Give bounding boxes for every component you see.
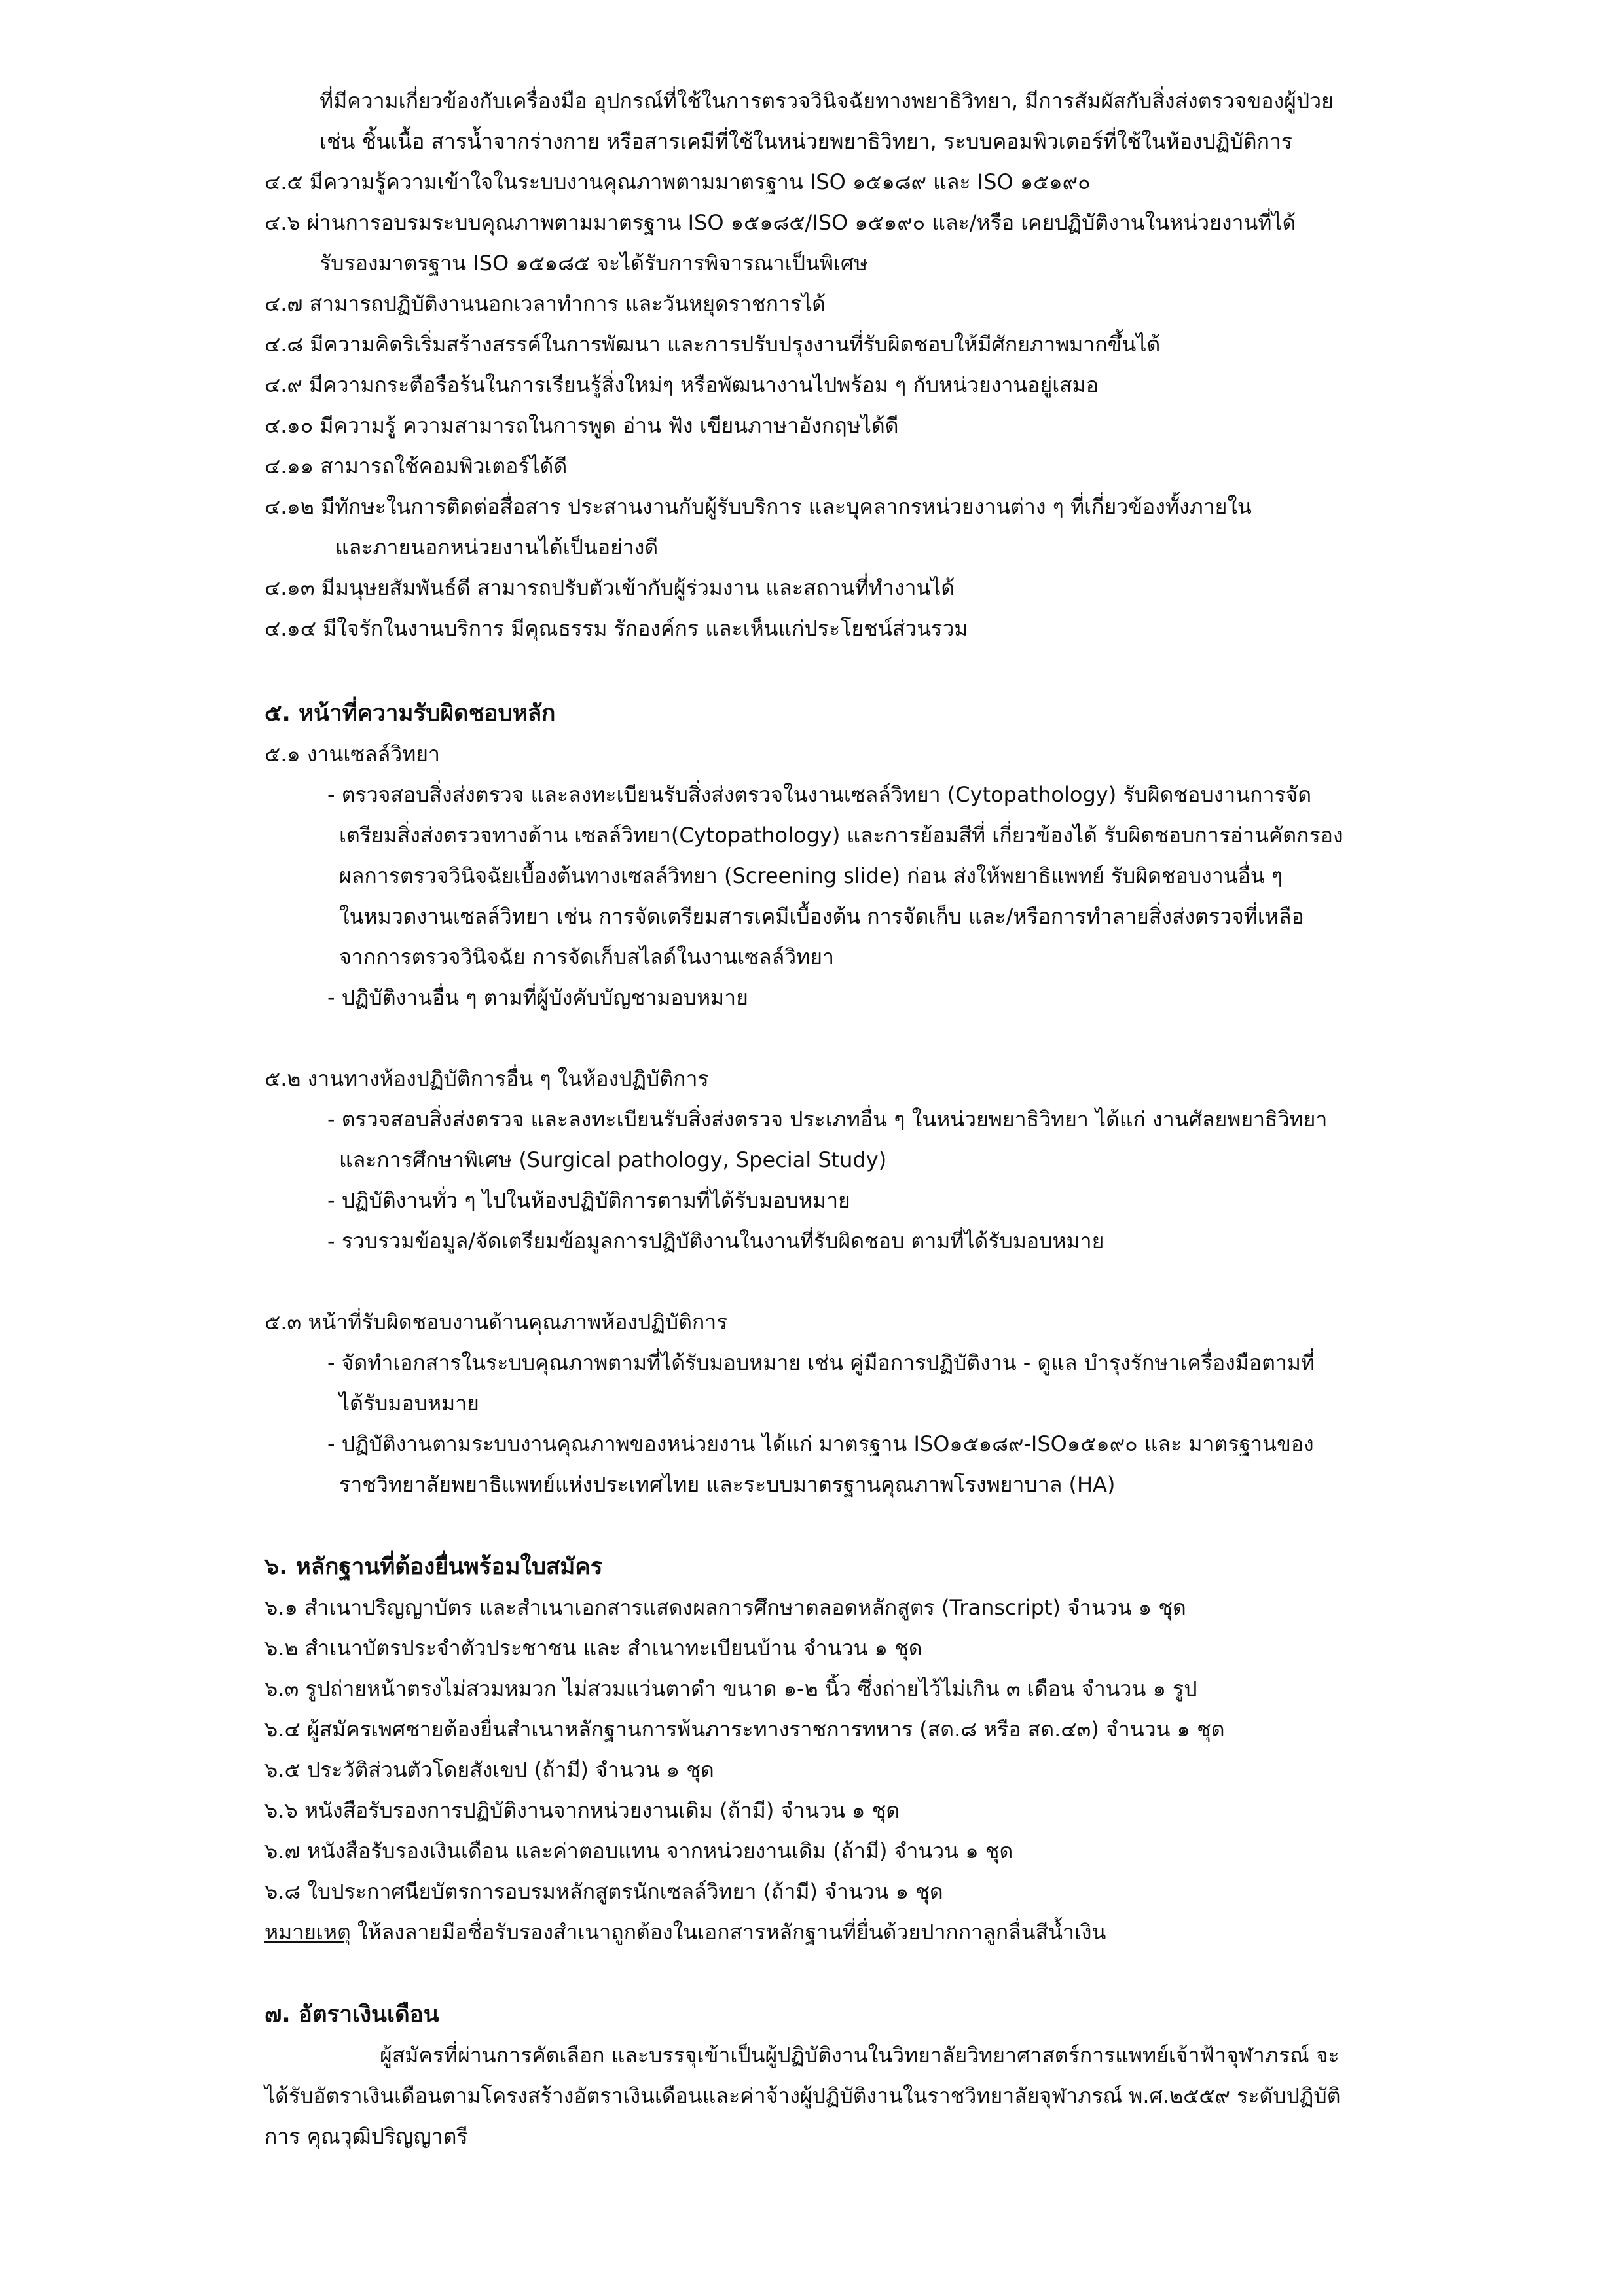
qualification-item-4-12-cont: และภายนอกหน่วยงานได้เป็นอย่างดี <box>335 535 659 560</box>
qualification-item-4-5: ๔.๕ มีความรู้ความเข้าใจในระบบงานคุณภาพตามมาตรฐาน ISO ๑๕๑๘๙ และ ISO ๑๕๑๙๐ <box>264 170 1091 194</box>
qualification-item-4-12: ๔.๑๒ มีทักษะในการติดต่อสื่อสาร ประสานงานกับผู้รับบริการ และบุคลากรหน่วยงานต่าง ๆ ที่เกี่ยวข้องทั้งภายใน <box>264 494 1252 519</box>
section-5-2-line: - ตรวจสอบสิ่งส่งตรวจ และลงทะเบียนรับสิ่งส่งตรวจ ประเภทอื่น ๆ ในหน่วยพยาธิวิทยา ได้แก่ งานศัลยพยาธิวิทยา <box>327 1107 1328 1132</box>
note-line <box>264 1918 1106 1946</box>
qualification-item-4-14: ๔.๑๔ มีใจรักในงานบริการ มีคุณธรรม รักองค์กร และเห็นแก่ประโยชน์ส่วนรวม <box>264 616 968 641</box>
document-item-6-3: ๖.๓ รูปถ่ายหน้าตรงไม่สวมหมวก ไม่สวมแว่นตาดำ ขนาด ๑-๒ นิ้ว ซึ่งถ่ายไว้ไม่เกิน ๓ เดือน จำนวน ๑ รูป <box>264 1676 1197 1701</box>
section-5-3-line: - ปฏิบัติงานตามระบบงานคุณภาพของหน่วยงาน ได้แก่ มาตรฐาน ISO๑๕๑๘๙-ISO๑๕๑๙๐ และ มาตรฐานของ <box>327 1431 1314 1456</box>
section-5-1-title: ๕.๑ งานเซลล์วิทยา <box>264 742 440 766</box>
qualification-item-4-13: ๔.๑๓ มีมนุษยสัมพันธ์ดี สามารถปรับตัวเข้ากับผู้ร่วมงาน และสถานที่ทำงานได้ <box>264 575 955 600</box>
section-5-2-line: - ปฏิบัติงานทั่ว ๆ ไปในห้องปฏิบัติการตามที่ได้รับมอบหมาย <box>327 1188 850 1213</box>
section-5-1-line: ผลการตรวจวินิจฉัยเบื้องต้นทางเซลล์วิทยา (Screening slide) ก่อน ส่งให้พยาธิแพทย์ รับผิดชอบงานอื่น ๆ <box>339 863 1283 888</box>
note-label: หมายเหตุ <box>264 1920 351 1945</box>
section-5-3-line: ได้รับมอบหมาย <box>339 1391 479 1416</box>
note-text: ให้ลงลายมือชื่อรับรองสำเนาถูกต้องในเอกสารหลักฐานที่ยื่นด้วยปากกาลูกลื่นสีน้ำเงิน <box>350 1920 1106 1945</box>
section-5-2-line: และการศึกษาพิเศษ (Surgical pathology, Special Study) <box>339 1147 887 1172</box>
section-5-2-line: - รวบรวมข้อมูล/จัดเตรียมข้อมูลการปฏิบัติงานในงานที่รับผิดชอบ ตามที่ได้รับมอบหมาย <box>327 1229 1104 1253</box>
qualification-item-4-8: ๔.๘ มีความคิดริเริ่มสร้างสรรค์ในการพัฒนา และการปรับปรุงงานที่รับผิดชอบให้มีศักยภาพมากขึ้นได้ <box>264 332 1161 357</box>
qualification-continuation-line: เช่น ชิ้นเนื้อ สารน้ำจากร่างกาย หรือสารเคมีที่ใช้ในหน่วยพยาธิวิทยา, ระบบคอมพิวเตอร์ที่ใช้ในห้องปฏิบัติการ <box>319 129 1293 154</box>
qualification-item-4-11: ๔.๑๑ สามารถใช้คอมพิวเตอร์ได้ดี <box>264 454 568 478</box>
section-5-1-line: จากการตรวจวินิจฉัย การจัดเก็บสไลด์ในงานเซลล์วิทยา <box>339 944 834 969</box>
section-5-3-line: - จัดทำเอกสารในระบบคุณภาพตามที่ได้รับมอบหมาย เช่น คู่มือการปฏิบัติงาน - ดูแล บำรุงรักษาเครื่องมือตามที่ <box>327 1350 1315 1375</box>
section-5-3-line: ราชวิทยาลัยพยาธิแพทย์แห่งประเทศไทย และระบบมาตรฐานคุณภาพโรงพยาบาล (HA) <box>339 1472 1116 1497</box>
section-5-2-title: ๕.๒ งานทางห้องปฏิบัติการอื่น ๆ ในห้องปฏิบัติการ <box>264 1066 709 1091</box>
section-5-heading: ๕. หน้าที่ความรับผิดชอบหลัก <box>264 700 556 726</box>
qualification-item-4-6: ๔.๖ ผ่านการอบรมระบบคุณภาพตามมาตรฐาน ISO ๑๕๑๘๕/ISO ๑๕๑๙๐ และ/หรือ เคยปฏิบัติงานในหน่วยงานที่ได้ <box>264 210 1296 235</box>
section-5-1-line: ในหมวดงานเซลล์วิทยา เช่น การจัดเตรียมสารเคมีเบื้องต้น การจัดเก็บ และ/หรือการทำลายสิ่งส่งตรวจที่เหลือ <box>339 904 1304 929</box>
document-item-6-1: ๖.๑ สำเนาปริญญาบัตร และสำเนาเอกสารแสดงผลการศึกษาตลอดหลักสูตร (Transcript) จำนวน ๑ ชุด <box>264 1595 1186 1620</box>
salary-paragraph-line: ผู้สมัครที่ผ่านการคัดเลือก และบรรจุเข้าเป็นผู้ปฏิบัติงานในวิทยาลัยวิทยาศาสตร์การแพทย์เจ้าฟ้าจุฬาภรณ์ จะ <box>380 2043 1340 2068</box>
document-item-6-7: ๖.๗ หนังสือรับรองเงินเดือน และค่าตอบแทน จากหน่วยงานเดิม (ถ้ามี) จำนวน ๑ ชุด <box>264 1839 1013 1863</box>
section-7-heading: ๗. อัตราเงินเดือน <box>264 2001 439 2028</box>
section-5-1-line: เตรียมสิ่งส่งตรวจทางด้าน เซลล์วิทยา(Cytopathology) และการย้อมสีที่ เกี่ยวข้องได้ รับผิดชอบการอ่านคัดกรอง <box>339 823 1343 848</box>
document-item-6-4: ๖.๔ ผู้สมัครเพศชายต้องยื่นสำเนาหลักฐานการพ้นภาระทางราชการทหาร (สด.๘ หรือ สด.๔๓) จำนวน ๑ ชุด <box>264 1717 1225 1742</box>
document-item-6-6: ๖.๖ หนังสือรับรองการปฏิบัติงานจากหน่วยงานเดิม (ถ้ามี) จำนวน ๑ ชุด <box>264 1798 900 1823</box>
section-6-heading: ๖. หลักฐานที่ต้องยื่นพร้อมใบสมัคร <box>264 1554 603 1580</box>
document-item-6-2: ๖.๒ สำเนาบัตรประจำตัวประชาชน และ สำเนาทะเบียนบ้าน จำนวน ๑ ชุด <box>264 1636 922 1660</box>
section-5-1-line: - ปฏิบัติงานอื่น ๆ ตามที่ผู้บังคับบัญชามอบหมาย <box>327 985 748 1010</box>
section-5-1-line: - ตรวจสอบสิ่งส่งตรวจ และลงทะเบียนรับสิ่งส่งตรวจในงานเซลล์วิทยา (Cytopathology) รับผิดชอบงานการจัด <box>327 782 1312 807</box>
salary-paragraph-line: ได้รับอัตราเงินเดือนตามโครงสร้างอัตราเงินเดือนและค่าจ้างผู้ปฏิบัติงานในราชวิทยาลัยจุฬาภรณ์ พ.ศ.๒๕๕๙ ระดับปฏิบัติ <box>264 2083 1341 2108</box>
document-item-6-5: ๖.๕ ประวัติส่วนตัวโดยสังเขป (ถ้ามี) จำนวน ๑ ชุด <box>264 1757 714 1782</box>
qualification-item-4-9: ๔.๙ มีความกระตือรือร้นในการเรียนรู้สิ่งใหม่ๆ หรือพัฒนางานไปพร้อม ๆ กับหน่วยงานอยู่เสมอ <box>264 372 1099 397</box>
qualification-continuation-line: ที่มีความเกี่ยวข้องกับเครื่องมือ อุปกรณ์ที่ใช้ในการตรวจวินิจฉัยทางพยาธิวิทยา, มีการสัมผัสกับสิ่งส่งตรวจของผู้ป่วย <box>319 88 1334 113</box>
section-5-3-title: ๕.๓ หน้าที่รับผิดชอบงานด้านคุณภาพห้องปฏิบัติการ <box>264 1310 728 1335</box>
document-item-6-8: ๖.๘ ใบประกาศนียบัตรการอบรมหลักสูตรนักเซลล์วิทยา (ถ้ามี) จำนวน ๑ ชุด <box>264 1879 943 1904</box>
qualification-item-4-7: ๔.๗ สามารถปฏิบัติงานนอกเวลาทำการ และวันหยุดราชการได้ <box>264 291 826 316</box>
salary-paragraph-line: การ คุณวุฒิปริญญาตรี <box>264 2124 468 2149</box>
qualification-item-4-6-cont: รับรองมาตรฐาน ISO ๑๕๑๘๕ จะได้รับการพิจารณาเป็นพิเศษ <box>319 251 868 276</box>
qualification-item-4-10: ๔.๑๐ มีความรู้ ความสามารถในการพูด อ่าน ฟัง เขียนภาษาอังกฤษได้ดี <box>264 413 899 438</box>
